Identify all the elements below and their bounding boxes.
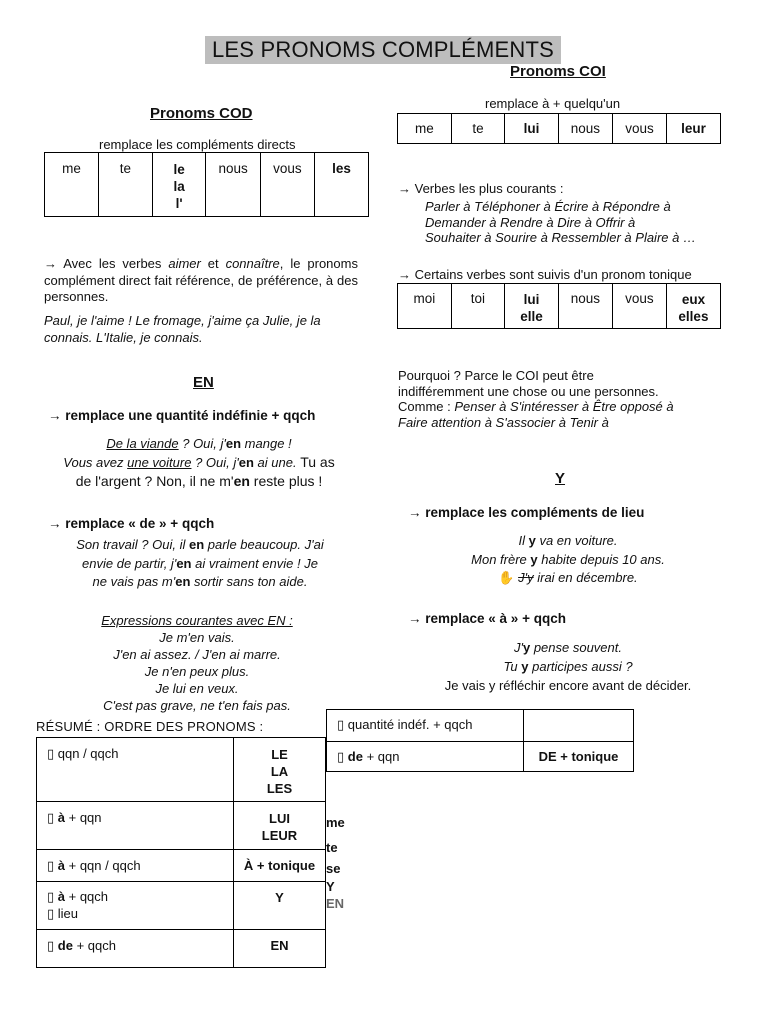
side-word: Y (326, 879, 335, 894)
en-ex1-text: ? Oui, j' (178, 436, 226, 451)
cod-note-aimer: aimer (168, 256, 201, 271)
resume-title: RÉSUMÉ : ORDRE DES PRONOMS : (36, 719, 264, 734)
cod-cell-le-la: le la l' (152, 153, 206, 217)
en-expression: J'en ai assez. / J'en ai marre. (113, 647, 281, 662)
en-ex6-start: ne vais pas m' (92, 574, 176, 589)
cod-table (44, 152, 369, 217)
cod-cell-vous: vous (260, 153, 314, 217)
resume-row-text: + qqch (72, 938, 116, 953)
cod-heading: Pronoms COD (150, 105, 253, 122)
cod-cell-les: les (314, 153, 368, 217)
en-ex2-start: Vous avez (63, 455, 128, 470)
coi-heading: Pronoms COI (510, 63, 606, 80)
y-rule-2: → remplace « à » + qqch (408, 611, 566, 626)
resume-table-right (326, 709, 634, 772)
y-ex3-end: irai en décembre. (533, 570, 638, 585)
coi-tonic-title: → Certains verbes sont suivis d'un pronom tonique (398, 267, 692, 282)
checkbox-icon: ▯ (47, 746, 55, 761)
coi-why-italic: Faire attention à S'associer à Tenir à (398, 414, 609, 430)
en-rule-2: → remplace « de » + qqch (48, 516, 215, 531)
y-ex2-pronoun: y (530, 551, 538, 567)
cod-subtitle: remplace les compléments directs (99, 137, 296, 152)
en-ex1-end: mange ! (241, 436, 292, 451)
cod-note-rest: , le pronoms complément direct fait référence, de préférence, à des personnes. (44, 256, 358, 304)
resume-row-text: lieu (57, 906, 79, 921)
resume-row-text: quantité indéf. + qqch (347, 717, 473, 732)
en-ex5-end: ai vraiment envie ! Je (191, 555, 318, 571)
resume-row-left (37, 882, 234, 930)
y-ex1-pronoun: y (528, 533, 536, 548)
en-ex1-underline: De la viande (106, 436, 179, 451)
resume-row-text: + qqch (65, 889, 109, 904)
coi-cell-nous: nous (558, 114, 612, 144)
resume-row-text: + qqn (65, 810, 102, 825)
side-word: te (326, 840, 338, 855)
en-ex2-tail: Tu as (296, 454, 335, 470)
resume-row-left (37, 738, 234, 802)
cod-note-prefix: → Avec les verbes (44, 256, 169, 271)
cod-note-connaitre: connaître (225, 256, 280, 271)
coi-cell-vous: vous (612, 114, 666, 144)
resume-row-bold: de (57, 938, 73, 953)
y-ex4-pronoun: y (522, 640, 531, 655)
en-ex6-pronoun: en (175, 574, 191, 589)
en-ex4-pronoun: en (188, 537, 205, 552)
checkbox-icon: ▯ (47, 906, 55, 921)
y-examples-2 (418, 638, 718, 695)
coi-cell-me: me (398, 114, 452, 144)
tonic-table (397, 283, 721, 329)
en-examples-2 (50, 536, 350, 592)
resume-row-left (37, 802, 234, 850)
tonic-cell-moi: moi (398, 284, 452, 329)
cod-example: Paul, je l'aime ! Le fromage, j'aime ça Julie, je la connais. L'Italie, je connais. (44, 313, 321, 345)
y-examples-1 (418, 532, 718, 588)
tonic-cell-vous: vous (612, 284, 666, 329)
cod-note-et: et (200, 256, 226, 271)
resume-row-right: EN (234, 930, 326, 968)
y-ex3-pronoun: y (527, 570, 534, 585)
resume-row-right: À + tonique (234, 850, 326, 882)
en-rule-1: → remplace une quantité indéfinie + qqch (48, 408, 316, 423)
y-ex4-start: J' (513, 640, 523, 655)
resume-row-bold: de (347, 749, 363, 764)
resume-right-row-left (327, 742, 524, 772)
cod-cell-te: te (98, 153, 152, 217)
coi-verbs-line: Parler à Téléphoner à Écrire à Répondre à (425, 199, 671, 214)
side-word: EN (326, 896, 345, 911)
coi-cell-te: te (451, 114, 504, 144)
en-expression: Je m'en vais. (159, 630, 235, 645)
checkbox-icon: ▯ (47, 810, 55, 825)
resume-row-text: qqn / qqch (57, 746, 119, 761)
en-expressions (44, 612, 350, 714)
coi-why-line: Comme : (398, 399, 451, 414)
y-ex5-pronoun: y (521, 659, 529, 674)
tonic-cell-lui-elle: lui elle (505, 284, 559, 329)
side-word: se (326, 861, 341, 876)
en-expression: Je n'en peux plus. (144, 664, 250, 679)
en-ex4-start: Son travail ? Oui, il (76, 537, 189, 552)
side-word: me (326, 815, 345, 830)
en-ex2-end: ai une. (253, 455, 297, 470)
en-ex1-pronoun: en (225, 436, 242, 451)
cod-cell-nous: nous (206, 153, 260, 217)
tonic-cell-toi: toi (451, 284, 504, 329)
y-ex4-end: pense souvent. (530, 640, 622, 655)
coi-verbs-line: Souhaiter à Sourire à Ressembler à Plaire à … (425, 230, 696, 245)
y-ex1-end: va en voiture. (535, 533, 618, 548)
y-ex5-end: participes aussi ? (528, 659, 633, 674)
en-expressions-title: Expressions courantes avec EN : (101, 613, 293, 628)
en-examples-1 (44, 435, 354, 490)
resume-row-right: Y (234, 882, 326, 930)
y-ex2-end: habite depuis 10 ans. (537, 551, 665, 567)
en-expression: Je lui en veux. (155, 681, 239, 696)
tonic-cell-eux-elles: eux elles (666, 284, 720, 329)
en-ex3-start: de l'argent ? Non, il ne m' (75, 473, 234, 489)
checkbox-icon: ▯ (337, 717, 345, 732)
en-ex5-start: envie de partir, j' (82, 555, 177, 571)
coi-why-italic: Penser à S'intéresser à Être opposé à (454, 399, 674, 414)
resume-row-left (37, 850, 234, 882)
checkbox-icon: ▯ (337, 749, 345, 764)
en-ex5-pronoun: en (176, 555, 192, 571)
resume-side-words (326, 810, 345, 912)
y-ex6: Je vais y réfléchir encore avant de décider. (444, 678, 692, 693)
coi-why (398, 368, 674, 430)
cod-cell-me: me (45, 153, 99, 217)
y-ex1-start: Il (518, 533, 529, 548)
cod-note (44, 256, 358, 306)
resume-right-row-left (327, 710, 524, 742)
en-ex2-pronoun: en (238, 455, 254, 470)
en-ex3-pronoun: en (233, 473, 250, 489)
checkbox-icon: ▯ (47, 938, 55, 953)
resume-table (36, 737, 326, 968)
resume-row-bold: à (57, 858, 66, 873)
en-ex2-underline: une voiture (127, 455, 192, 470)
resume-right-row-right: DE + tonique (524, 742, 634, 772)
hand-icon: ✋ (498, 570, 515, 585)
resume-right-row-right (524, 710, 634, 742)
en-ex4-end: parle beaucoup. J'ai (204, 537, 324, 552)
resume-row-right: LUI LEUR (234, 802, 326, 850)
resume-row-text: + qqn / qqch (65, 858, 141, 873)
coi-cell-lui: lui (505, 114, 559, 144)
y-ex5-start: Tu (503, 659, 522, 674)
resume-row-right: LE LA LES (234, 738, 326, 802)
resume-row-text: + qqn (362, 749, 400, 764)
en-expression: C'est pas grave, ne t'en fais pas. (103, 698, 291, 713)
resume-row-left (37, 930, 234, 968)
y-rule-1: → remplace les compléments de lieu (408, 505, 645, 520)
coi-why-line: Pourquoi ? Parce le COI peut être (398, 368, 594, 383)
en-ex6-end: sortir sans ton aide. (190, 574, 308, 589)
en-heading: EN (193, 374, 214, 391)
resume-row-bold: à (57, 889, 66, 904)
coi-cell-leur: leur (667, 114, 721, 144)
coi-verbs-list (425, 199, 696, 246)
coi-subtitle: remplace à + quelqu'un (485, 96, 621, 111)
resume-row-bold: à (57, 810, 66, 825)
y-heading: Y (555, 470, 566, 487)
coi-verbs-line: Demander à Rendre à Dire à Offrir à (425, 214, 636, 230)
tonic-cell-nous: nous (558, 284, 612, 329)
y-ex2-start: Mon frère (471, 551, 531, 567)
en-ex2-text: ? Oui, j' (191, 455, 239, 470)
coi-verbs-title: → Verbes les plus courants : (398, 181, 564, 196)
en-ex3-end: reste plus ! (249, 473, 323, 489)
coi-why-line: indifféremment une chose ou une personnes. (398, 383, 659, 399)
checkbox-icon: ▯ (47, 858, 55, 873)
y-ex3-start: J' (518, 570, 528, 585)
checkbox-icon: ▯ (47, 889, 55, 904)
page-title: LES PRONOMS COMPLÉMENTS (205, 36, 561, 64)
coi-table (397, 113, 721, 144)
